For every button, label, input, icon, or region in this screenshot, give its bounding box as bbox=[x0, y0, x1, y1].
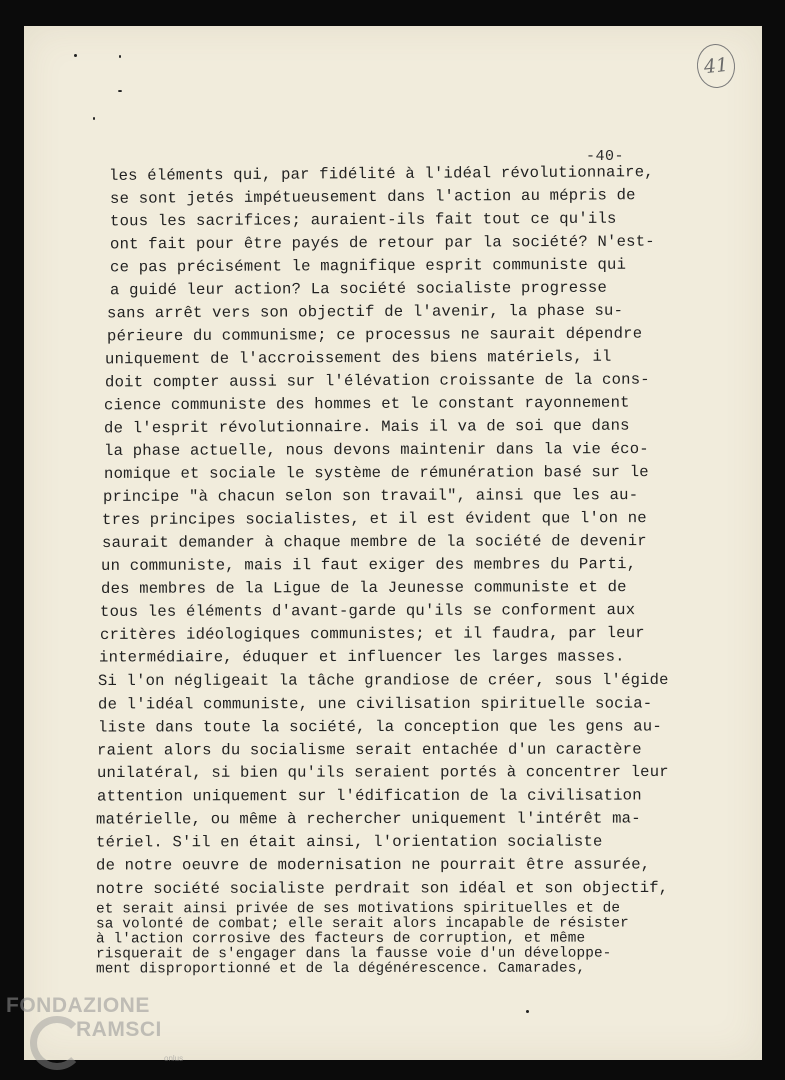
text-line: critères idéologiques communistes; et il faudra, par leur bbox=[99, 624, 645, 644]
page-number: -40- bbox=[586, 148, 625, 165]
text-line: doit compter aussi sur l'élévation croissante de la cons- bbox=[104, 370, 650, 392]
text-line: les éléments qui, par fidélité à l'idéal révolutionnaire, bbox=[108, 163, 654, 185]
text-line: un communiste, mais il faut exiger des membres du Parti, bbox=[100, 555, 637, 575]
text-line: périeure du communisme; ce processus ne saurait dépendre bbox=[106, 324, 643, 346]
text-line: tous les éléments d'avant-garde qu'ils se conforment aux bbox=[99, 601, 636, 621]
text-line: attention uniquement sur l'édification de la civilisation bbox=[96, 786, 642, 806]
text-line: sa volonté de combat; elle serait alors incapable de résister bbox=[95, 915, 629, 933]
text-line: a guidé leur action? La société socialiste progresse bbox=[109, 278, 608, 300]
fondazione-gramsci-watermark bbox=[6, 994, 196, 1074]
ink-speck bbox=[526, 1010, 529, 1013]
text-line: de l'idéal communiste, une civilisation spirituelle socia- bbox=[97, 694, 653, 714]
text-line: unilatéral, si bien qu'ils seraient portés à concentrer leur bbox=[97, 763, 669, 782]
text-line: matérielle, ou même à rechercher uniquement l'intérêt ma- bbox=[95, 809, 641, 829]
text-line: de notre oeuvre de modernisation ne pourrait être assurée, bbox=[95, 855, 651, 875]
text-line: ont fait pour être payés de retour par la société? N'est- bbox=[109, 232, 655, 254]
text-line: tériel. S'il en était ainsi, l'orientation socialiste bbox=[95, 832, 603, 852]
ink-speck bbox=[93, 117, 95, 120]
watermark-suffix: onlus bbox=[164, 1054, 184, 1063]
text-line: la phase actuelle, nous devons maintenir dans la vie éco- bbox=[103, 440, 649, 460]
text-line: principe "à chacun selon son travail", ainsi que les au- bbox=[102, 486, 639, 506]
text-line: des membres de la Ligue de la Jeunesse communiste et de bbox=[100, 578, 627, 598]
text-line: se sont jetés impétueusement dans l'action au mépris de bbox=[109, 186, 636, 208]
text-line: uniquement de l'accroissement des biens matériels, il bbox=[104, 347, 612, 369]
text-line: de l'esprit révolutionnaire. Mais il va de soi que dans bbox=[103, 416, 630, 438]
text-line: notre société socialiste perdrait son idéal et son objectif, bbox=[96, 879, 669, 898]
text-line: à l'action corrosive des facteurs de corruption, et même bbox=[95, 930, 586, 948]
text-line: ment disproportionné et de la dégénérescence. Camarades, bbox=[95, 960, 586, 978]
text-line: nomique et sociale le système de rémunération basé sur le bbox=[103, 463, 649, 483]
text-line: et serait ainsi privée de ses motivations spirituelles et de bbox=[95, 900, 621, 918]
ink-speck bbox=[118, 90, 122, 92]
watermark-line-1: FONDAZIONE bbox=[6, 994, 150, 1017]
ink-speck bbox=[119, 55, 121, 58]
text-line: Si l'on négligeait la tâche grandiose de créer, sous l'égide bbox=[98, 671, 669, 690]
text-line: tres principes socialistes, et il est évident que l'on ne bbox=[101, 509, 647, 529]
text-line: liste dans toute la société, la conception que les gens au- bbox=[97, 717, 662, 737]
watermark-line-2: RAMSCI bbox=[76, 1018, 162, 1041]
archive-page-number: 41 bbox=[695, 42, 737, 90]
text-line: intermédiaire, éduquer et influencer les larges masses. bbox=[98, 647, 625, 667]
text-line: saurait demander à chaque membre de la société de devenir bbox=[101, 532, 647, 552]
text-line: cience communiste des hommes et le constant rayonnement bbox=[103, 393, 630, 415]
ink-speck bbox=[74, 54, 77, 57]
text-line: sans arrêt vers son objectif de l'avenir, la phase su- bbox=[106, 301, 624, 323]
text-line: tous les sacrifices; auraient-ils fait tout ce qu'ils bbox=[109, 209, 617, 231]
text-line: ce pas précisément le magnifique esprit communiste qui bbox=[109, 255, 627, 277]
text-line: raient alors du socialisme serait entachée d'un caractère bbox=[96, 740, 642, 760]
text-line: risquerait de s'engager dans la fausse voie d'un développe- bbox=[95, 945, 612, 963]
